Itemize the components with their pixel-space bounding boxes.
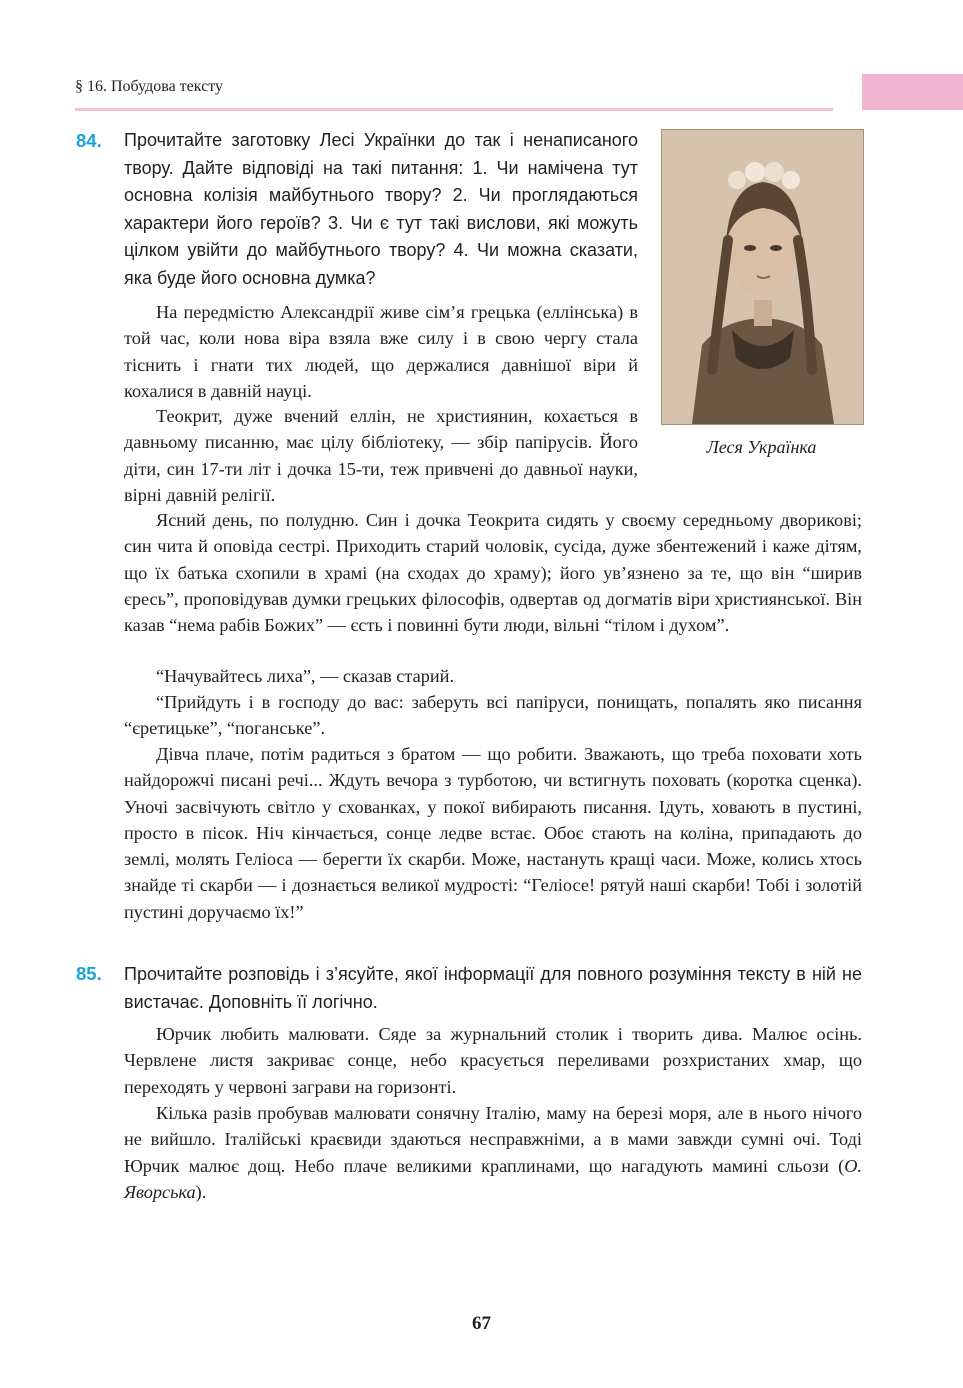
story-closing: ). [195, 1181, 207, 1202]
story-paragraph-1: Юрчик любить малювати. Сяде за журнальний столик і творить дива. Малює осінь. Червлене листя закриває сонце, небо красується переливами розхристаних хмар, що переходять у червоні заграви на горизонті. [124, 1024, 862, 1097]
paragraph-wide-4: Дівча плаче, потім радиться з братом — що робити. Зважають, що треба поховати хоть найдорожчі писані речі... Ждуть вечора з турботою, чи встигнуть поховать (коротка сценка). Уночі засвічують світло у схованках, у покої вибирають писання. Ідуть, ховають в пустині, просто в пісок. Ніч кінчається, сонце ледве встає. Обоє стають на коліна, припадають до землі, молять Геліоса — берегти їх скарби. Може, настануть кращі часи. Може, колись хтось знайде ті скарби — і дознається великої мудрості: “Геліосе! рятуй наші скарби! Тобі і золотій пустині доручаємо їх!” [124, 744, 862, 922]
paragraph-wide-2: “Начувайтесь лиха”, — сказав старий. [156, 666, 455, 686]
task-number-84: 84. [76, 130, 102, 151]
portrait-photo [661, 129, 864, 425]
paragraph-wide-1: Ясний день, по полудню. Син і дочка Теокрита сидять у своєму середньому дворикові; син чита й оповіда сестрі. Приходить старий чоловік, сусіда, дуже збентежений і каже дітям, що їх батька схопили в храмі (на сходах до храму); його ув’язнено за те, що він “ширив єресь”, проповідував думки грецьких філософів, одвертав од догматів віри християнської. Він казав “нема рабів Божих” — єсть і повинні бути люди, вільні “тілом і духом”. [124, 510, 862, 636]
task-85-instructions: Прочитайте розповідь і з’ясуйте, якої інформації для повного розуміння тексту в ній не вистачає. Доповніть її логічно. [124, 964, 862, 1012]
paragraph-narrow-2: Теокрит, дуже вчений еллін, не християнин, кохається в давньому писанню, має цілу бібліотеку, — збір папірусів. Його діти, син 17-ти літ і дочка 15-ти, теж привчені до давньої науки, вірні давній релігії. [124, 406, 638, 505]
task-number-85: 85. [76, 963, 102, 984]
portrait-caption: Леся Українка [706, 437, 817, 457]
story-paragraph-2 [124, 1100, 862, 1205]
portrait-illustration [662, 130, 863, 424]
story-paragraph-2-text: Кілька разів пробував малювати сонячну Італію, маму на березі моря, але в нього нічого не вийшло. Італійські краєвиди здаються несправжніми, а в мами завжди сумні очі. Тоді Юрчик малює дощ. Небо плаче великими краплинами, що нагадують мамині сльози ( [124, 1103, 862, 1176]
paragraph-wide-3: “Прийдуть і в господу до вас: заберуть всі папіруси, понищать, попалять яко писання “єретицьке”, “поганське”. [124, 692, 862, 739]
section-tab [862, 74, 963, 110]
task-84-instructions: Прочитайте заготовку Лесі Українки до так і ненаписаного твору. Дайте відповіді на такі питання: 1. Чи намічена тут основна колізія майбутнього твору? 2. Чи проглядаються характери його героїв? 3. Чи є тут такі вислови, які можуть цілком увійти до майбутнього твору? 4. Чи можна сказати, яка буде його основна думка? [124, 130, 638, 288]
story-author: О. Яворська [124, 1155, 862, 1202]
paragraph-narrow-1: На передмістю Александрії живе сім’я грецька (еллінська) в той час, коли нова віра взяла вже силу і в свою чергу стала тіснить і гнати тих людей, що держалися давнішої віри й кохалися в давній науці. [124, 302, 638, 401]
running-header: § 16. Побудова тексту [75, 78, 224, 95]
header-divider [75, 108, 833, 111]
page-number: 67 [472, 1313, 491, 1334]
